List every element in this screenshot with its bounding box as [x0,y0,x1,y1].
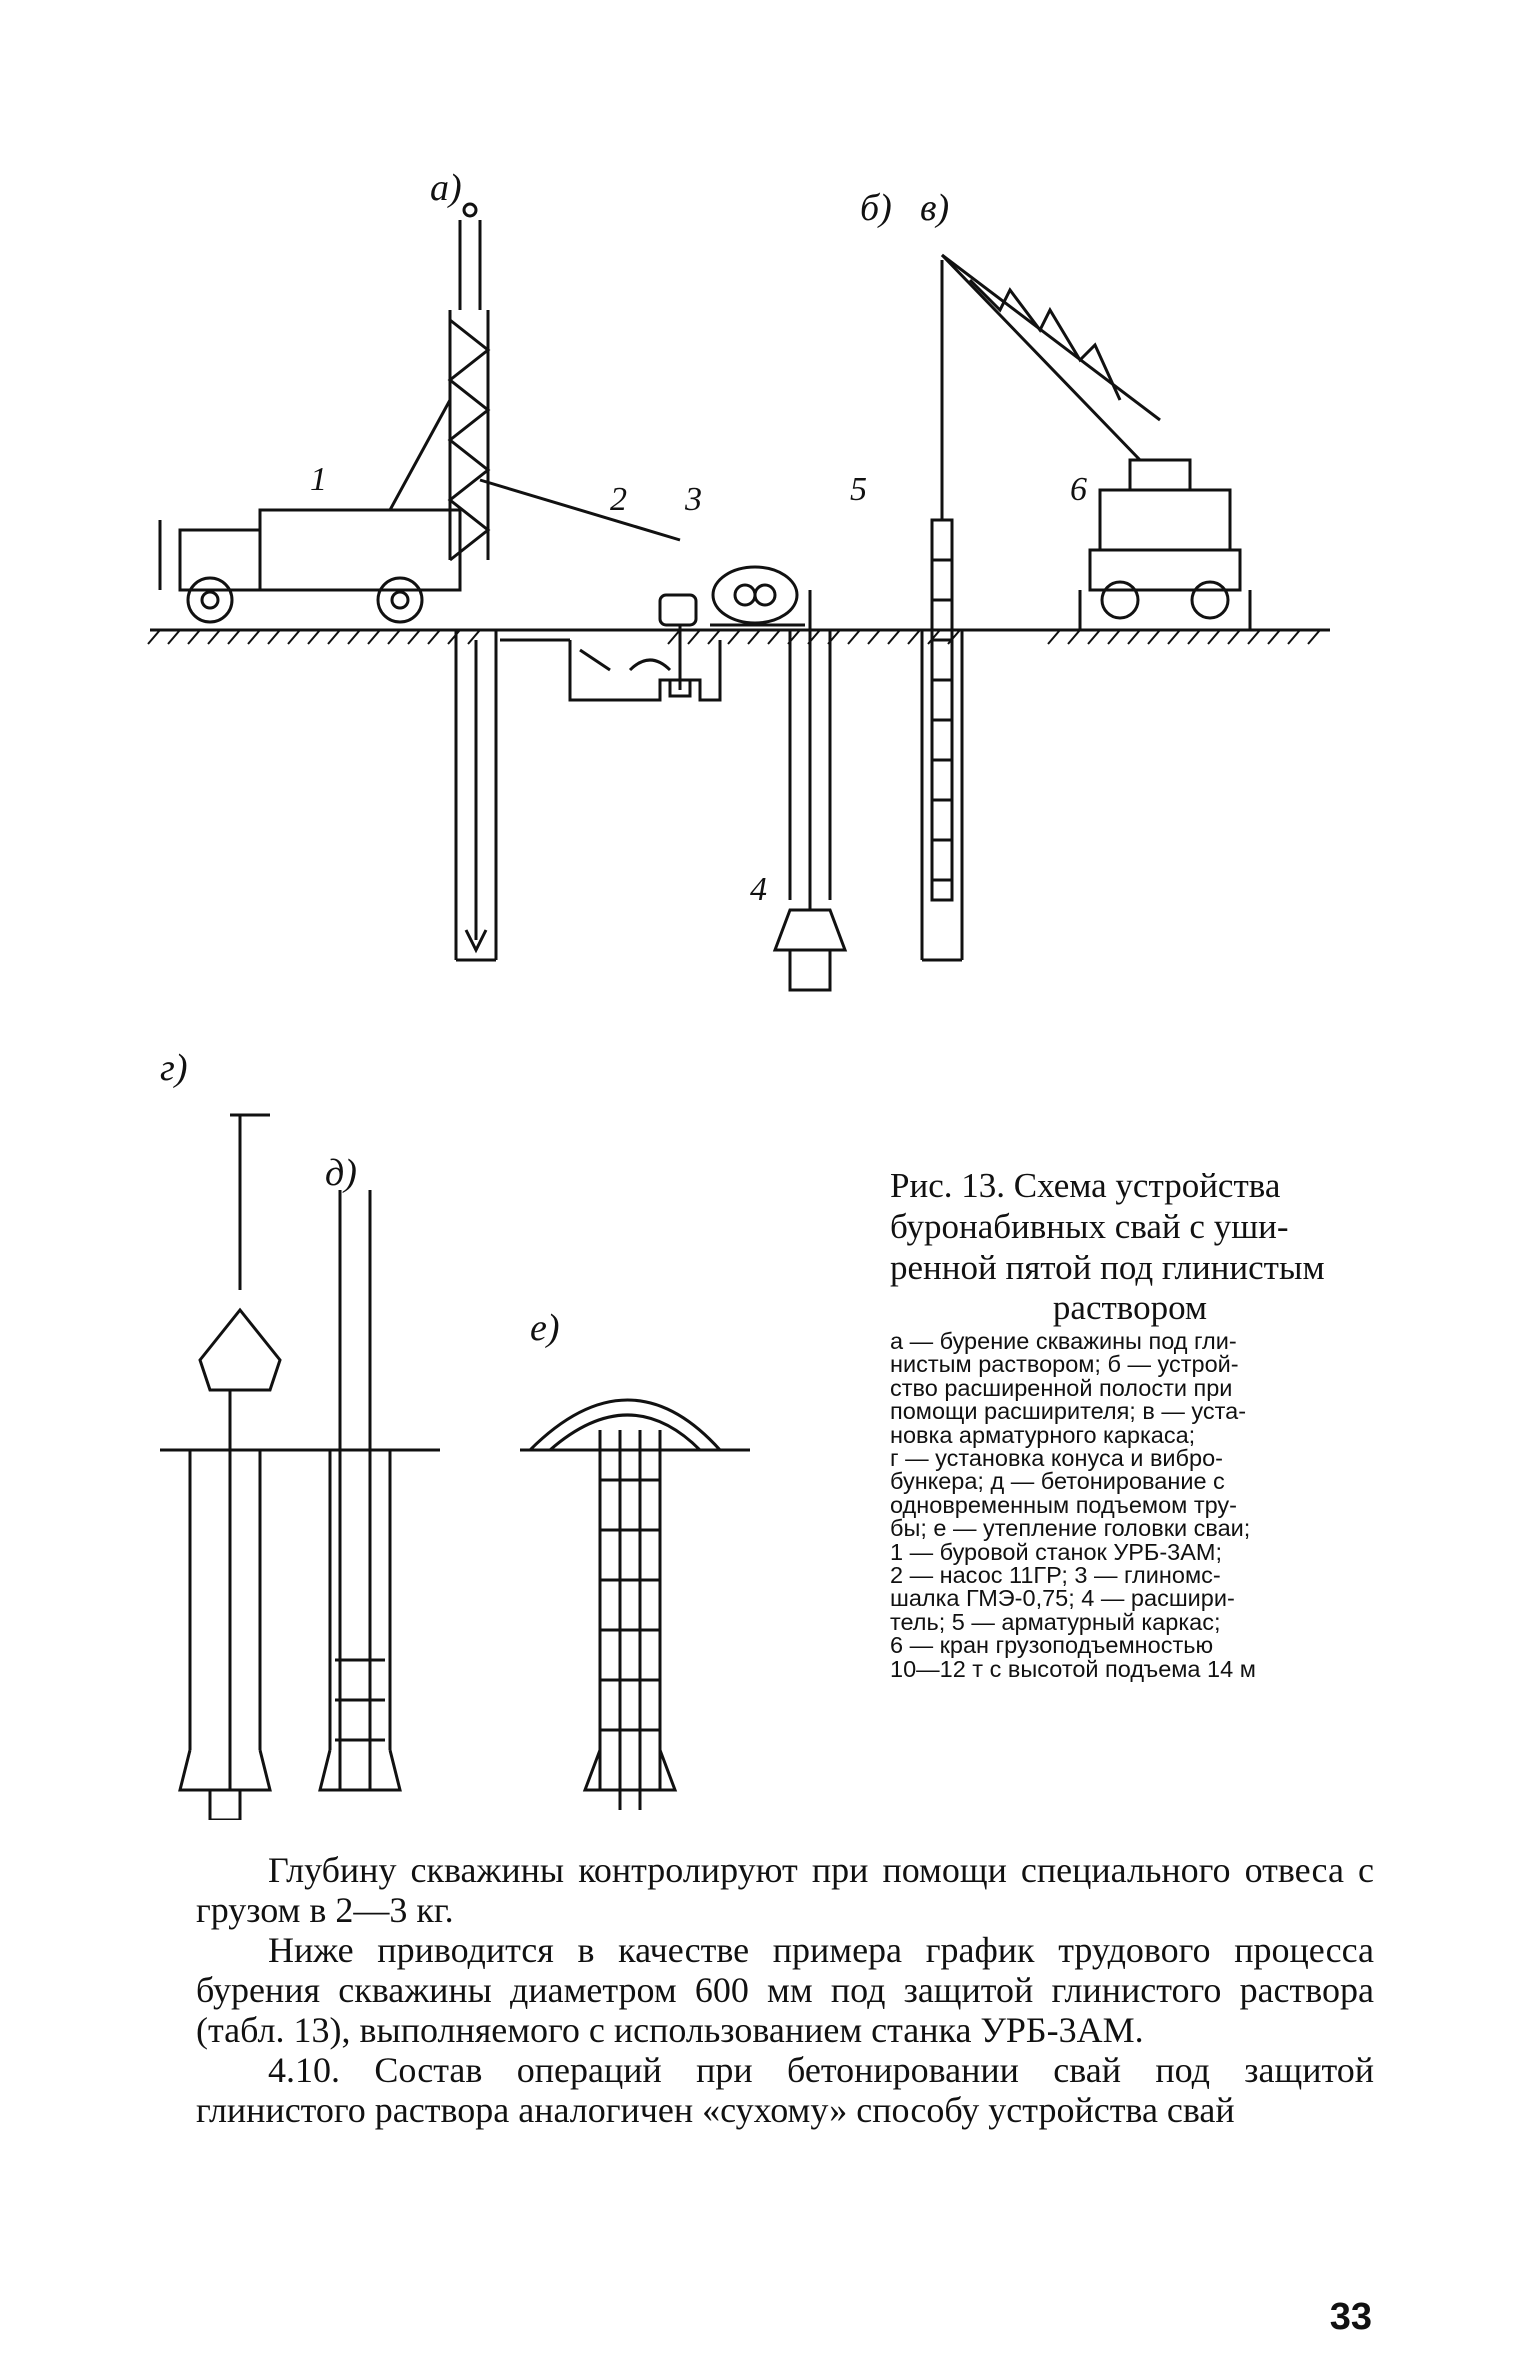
callout-2: 2 [610,481,627,518]
drill-mast [390,204,680,560]
legend-line: 6 — кран грузоподъемностью [890,1632,1214,1659]
caption-legend [890,1330,1370,1681]
callout-3: 3 [685,481,702,518]
caption-title-line: буронабивных свай с уши- [890,1207,1289,1246]
legend-line: новка арматурного каркаса; [890,1421,1196,1448]
caption-title-line: Рис. 13. Схема устройства [890,1166,1281,1205]
drilling-rig-truck [160,510,460,622]
panel-label-g: г) [160,1050,188,1089]
paragraph: Ниже приводится в качестве примера график трудового процесса бурения скважины диаметром 600 мм под защитой глинистого раствора (табл. 13), выполняемого с использованием станка УРБ-3АМ. [196,1930,1374,2050]
legend-line: тель; 5 — арматурный каркас; [890,1608,1221,1635]
panel-g-cone-hopper [160,1115,310,1820]
figure-caption [890,1165,1370,1681]
panel-e-insulation [520,1400,750,1810]
legend-line: бы; е — утепление головки сваи; [890,1515,1251,1542]
legend-line: помощи расширителя; в — уста- [890,1398,1247,1425]
legend-line: 2 — насос 11ГР; 3 — глиномс- [890,1562,1221,1589]
borehole-v [922,260,962,960]
panel-label-b: б) [860,187,892,229]
panel-d-concreting [310,1190,440,1790]
panel-label-d: д) [325,1152,357,1194]
crane [942,255,1250,630]
caption-title-line: ренной пятой под глинистым [890,1248,1325,1287]
panel-label-v: в) [920,187,950,229]
panel-label-e: е) [530,1307,560,1349]
callout-1: 1 [310,461,327,498]
body-text [196,1850,1374,2130]
legend-line: 10—12 т с высотой подъема 14 м [890,1655,1256,1682]
panel-label-a: а) [430,167,462,209]
legend-line: ство расширенной полости при [890,1374,1233,1401]
callout-5: 5 [850,471,867,508]
legend-line: нистым раствором; б — устрой- [890,1351,1239,1378]
legend-line: г — установка конуса и вибро- [890,1445,1223,1472]
legend-line: 1 — буровой станок УРБ-3АМ; [890,1538,1223,1565]
callout-6: 6 [1070,471,1087,508]
borehole-a [456,630,496,960]
figure-13-top-diagram [140,160,1380,1000]
legend-line: бункера; д — бетонирование с [890,1468,1225,1495]
paragraph: 4.10. Состав операций при бетонировании свай под защитой глинистого раствора аналогичен «сухому» способу устройства свай [196,2050,1374,2130]
legend-line: шалка ГМЭ-0,75; 4 — расшири- [890,1585,1235,1612]
clay-mixer [710,567,805,625]
figure-13-bottom-diagram [160,1050,880,1820]
legend-line: одновременным подъемом тру- [890,1491,1237,1518]
page-number: 33 [1329,2296,1372,2338]
paragraph: Глубину скважины контролируют при помощи специального отвеса с грузом в 2—3 кг. [196,1850,1374,1930]
caption-title-line: раствором [1052,1288,1208,1327]
mud-pit [500,640,720,700]
ground-hatching [148,630,1320,644]
borehole-b [775,590,845,990]
legend-line: а — бурение скважины под гли- [890,1328,1237,1354]
callout-4: 4 [750,871,767,908]
